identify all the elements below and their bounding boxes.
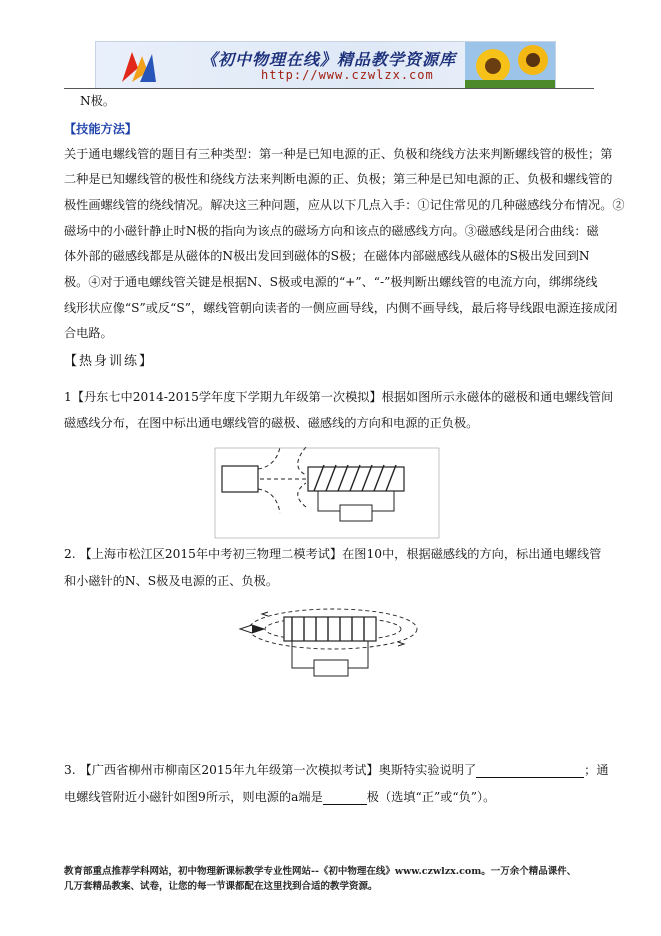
question-3-text: 3. 【广西省柳州市柳南区2015年九年级第一次模拟考试】奥斯特实验说明了 bbox=[64, 763, 477, 777]
figure-1-solenoid-diagram bbox=[214, 447, 440, 539]
skill-heading: 【技能方法】 bbox=[64, 122, 138, 136]
header-rule bbox=[64, 88, 594, 89]
sunflower-image bbox=[465, 42, 555, 88]
figure-10-solenoid-diagram bbox=[238, 598, 424, 714]
skill-line: 二种是已知螺线管的极性和绕线方法来判断电源的正、负极；第三种是已知电源的正、负极和螺线管的 bbox=[64, 172, 613, 186]
banner-url[interactable]: http://www.czwlzx.com bbox=[261, 68, 434, 82]
skill-line: 磁场中的小磁针静止时N极的指向为该点的磁场方向和该点的磁感线方向。③磁感线是闭合曲线：磁 bbox=[64, 224, 599, 238]
question-1-line: 磁感线分布，在图中标出通电螺线管的磁极、磁感线的方向和电源的正负极。 bbox=[64, 416, 479, 430]
question-3-line bbox=[64, 762, 609, 778]
question-2-line: 2. 【上海市松江区2015年中考初三物理二模考试】在图10中，根据磁感线的方向，标出通电螺线管 bbox=[64, 547, 602, 561]
skill-line: 极性画螺线管的绕线情况。解决这三种问题，应从以下几点入手：①记住常见的几种磁感线分布情况。② bbox=[64, 198, 625, 212]
skill-line: 极。④对于通电螺线管关键是根据N、S极或电源的“+”、“-”极判断出螺线管的电流方向，绑绑绕线 bbox=[64, 275, 598, 289]
training-heading: 【热身训练】 bbox=[64, 354, 155, 369]
skill-line: 关于通电螺线管的题目有三种类型：第一种是已知电源的正、负极和绕线方法来判断螺线管的极性；第 bbox=[64, 147, 613, 161]
answer-blank[interactable] bbox=[323, 791, 367, 805]
header-banner bbox=[95, 41, 556, 89]
question-3-text: 电螺线管附近小磁针如图9所示，则电源的a端是 bbox=[64, 790, 323, 804]
question-3-text: ；通 bbox=[584, 763, 609, 777]
skill-line: 线形状应像“S”或反“S”，螺线管朝向读者的一侧应画导线，内侧不画导线，最后将导线跟电源连接成闭 bbox=[64, 301, 618, 315]
skill-line: 体外部的磁感线都是从磁体的N极出发回到磁体的S极；在磁体内部磁感线从磁体的S极出发回到N bbox=[64, 249, 590, 263]
question-2-line: 和小磁针的N、S极及电源的正、负极。 bbox=[64, 574, 279, 588]
skill-line: 合电路。 bbox=[64, 326, 113, 340]
footer-line: 教育部重点推荐学科网站，初中物理新课标教学专业性网站--《初中物理在线》www.czwlzx.com。一万余个精品课件、 bbox=[64, 866, 577, 877]
answer-blank[interactable] bbox=[476, 764, 584, 778]
banner-title: 《初中物理在线》精品教学资源库 bbox=[201, 50, 457, 69]
site-logo-icon bbox=[118, 46, 158, 84]
question-3-line bbox=[64, 789, 495, 805]
question-1-line: 1【丹东七中2014-2015学年度下学期九年级第一次模拟】根据如图所示永磁体的磁极和通电螺线管间 bbox=[64, 390, 614, 404]
footer-line: 几万套精品教案、试卷，让您的每一节课都配在这里找到合适的教学资源。 bbox=[64, 881, 378, 892]
text-n-pole: N极。 bbox=[80, 94, 116, 108]
question-3-text: 极（选填“正”或“负”）。 bbox=[366, 790, 496, 804]
